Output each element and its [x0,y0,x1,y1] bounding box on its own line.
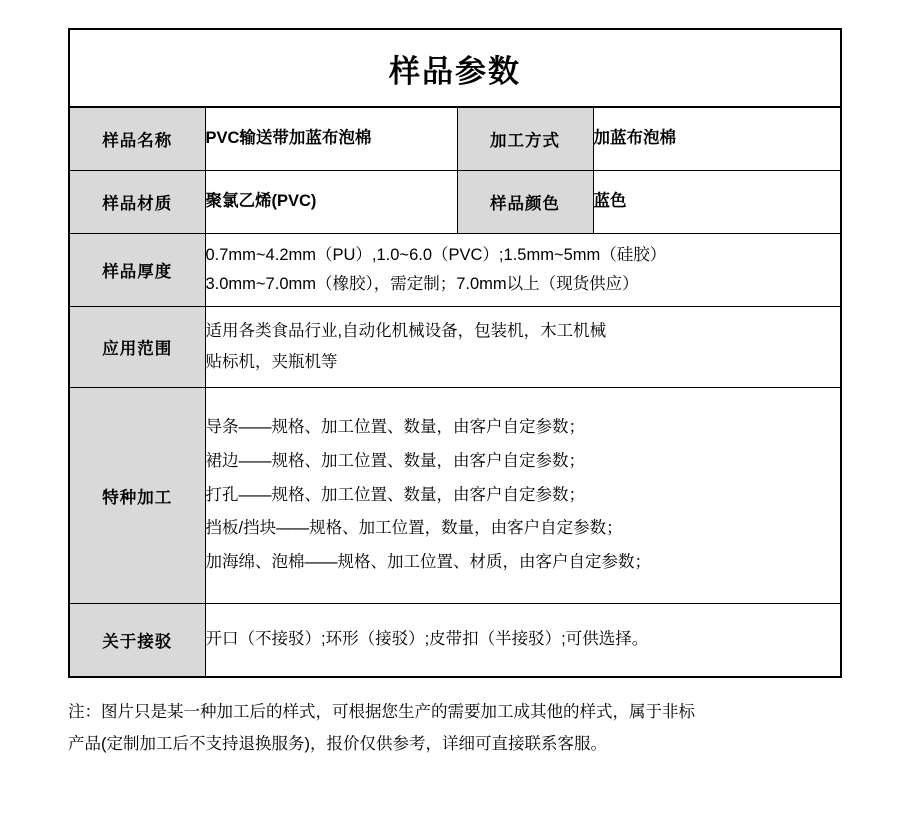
value-joint: 开口（不接驳）;环形（接驳）;皮带扣（半接驳）;可供选择。 [205,604,841,678]
footer-note [68,696,840,760]
special-line-1: 导条——规格、加工位置、数量，由客户自定参数； [205,417,585,436]
special-line-5: 加海绵、泡棉——规格、加工位置、材质，由客户自定参数； [205,553,651,572]
application-line-1: 适用各类食品行业,自动化机械设备，包装机，木工机械 [205,322,607,341]
table-row-special-processing [69,388,841,604]
page-title: 样品参数 [69,29,841,107]
label-joint: 关于接驳 [69,604,205,678]
label-processing-method: 加工方式 [457,107,593,171]
value-application-range [205,307,841,388]
table-row-application [69,307,841,388]
table-row-title [69,29,841,107]
thickness-line-2: 3.0mm~7.0mm（橡胶），需定制；7.0mm以上（现货供应） [205,275,639,293]
thickness-line-1: 0.7mm~4.2mm（PU）,1.0~6.0（PVC）;1.5mm~5mm（硅胶） [205,246,667,265]
note-line-1: 注：图片只是某一种加工后的样式，可根据您生产的需要加工成其他的样式，属于非标 [68,703,695,721]
note-line-2: 产品(定制加工后不支持退换服务)，报价仅供参考，详细可直接联系客服。 [68,735,607,754]
value-processing-method: 加蓝布泡棉 [593,107,841,171]
label-sample-color: 样品颜色 [457,171,593,234]
label-application-range: 应用范围 [69,307,205,388]
application-line-2: 贴标机，夹瓶机等 [205,353,338,371]
label-sample-material: 样品材质 [69,171,205,234]
special-line-3: 打孔——规格、加工位置、数量，由客户自定参数； [205,485,585,504]
sample-parameter-table [68,28,842,678]
label-sample-thickness: 样品厚度 [69,234,205,307]
value-sample-color: 蓝色 [593,171,841,234]
table-row-sample-name [69,107,841,171]
value-sample-material: 聚氯乙烯(PVC) [205,171,457,234]
special-line-4: 挡板/挡块——规格、加工位置，数量，由客户自定参数； [205,519,623,538]
label-sample-name: 样品名称 [69,107,205,171]
table-row-sample-thickness [69,234,841,307]
table-row-joint [69,604,841,678]
table-row-sample-material [69,171,841,234]
label-special-processing: 特种加工 [69,388,205,604]
value-sample-name: PVC输送带加蓝布泡棉 [205,107,457,171]
value-special-processing [205,388,841,604]
value-sample-thickness [205,234,841,307]
special-line-2: 裙边——规格、加工位置、数量，由客户自定参数； [205,451,585,470]
